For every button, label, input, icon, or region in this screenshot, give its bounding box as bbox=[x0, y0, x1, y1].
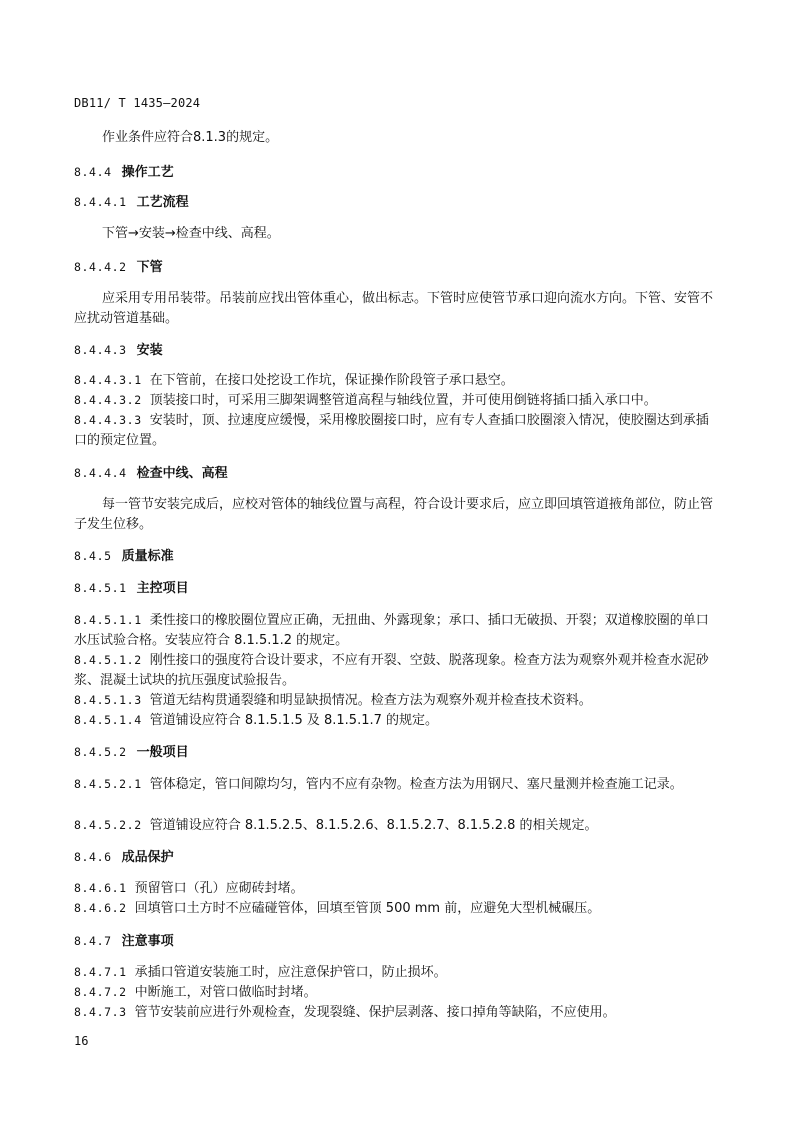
heading-8-4-5-2 bbox=[74, 742, 714, 763]
heading-8-4-4 bbox=[74, 162, 714, 183]
clause-number: 8.4.6.1 bbox=[74, 881, 127, 895]
clause-number: 8.4.6 bbox=[74, 850, 112, 864]
check-centerline-text: 每一管节安装完成后，应校对管体的轴线位置与高程，符合设计要求后，应立即回填管道掖角部位，防止管子发生位移。 bbox=[74, 497, 714, 532]
heading-8-4-7 bbox=[74, 931, 714, 952]
clause-title: 工艺流程 bbox=[136, 195, 189, 210]
clause-number: 8.4.4.3.1 bbox=[74, 373, 142, 387]
clause-number: 8.4.7 bbox=[74, 934, 112, 948]
clause-number: 8.4.5.2.1 bbox=[74, 777, 142, 791]
lowering-pipe-text: 应采用专用吊装带。吊装前应找出管体重心，做出标志。下管时应使管节承口迎向流水方向。下管、安管不应扰动管道基础。 bbox=[74, 291, 714, 326]
clause-number: 8.4.5.1 bbox=[74, 581, 127, 595]
clause-title: 操作工艺 bbox=[121, 165, 174, 180]
clause-number: 8.4.5.2.2 bbox=[74, 818, 142, 832]
clause-text: 在下管前，在接口处挖设工作坑，保证操作阶段管子承口悬空。 bbox=[149, 373, 514, 388]
clause-title: 主控项目 bbox=[136, 581, 189, 596]
clause-number: 8.4.5.1.1 bbox=[74, 613, 142, 627]
clause-text: 承插口管道安装施工时，应注意保护管口，防止损坏。 bbox=[134, 965, 447, 980]
clause-8-4-4-3-3 bbox=[74, 410, 714, 451]
clause-number: 8.4.4.3.2 bbox=[74, 393, 142, 407]
heading-8-4-4-4 bbox=[74, 463, 714, 484]
clause-8-4-5-1-4 bbox=[74, 710, 714, 731]
clause-number: 8.4.7.3 bbox=[74, 1005, 127, 1019]
clause-number: 8.4.6.2 bbox=[74, 901, 127, 915]
intro-paragraph: 作业条件应符合8.1.3的规定。 bbox=[102, 130, 279, 145]
clause-number: 8.4.4.3 bbox=[74, 343, 127, 357]
clause-8-4-6-2 bbox=[74, 898, 714, 919]
clause-text: 中断施工，对管口做临时封堵。 bbox=[134, 985, 317, 1000]
standard-code: DB11/ T 1435—2024 bbox=[74, 96, 201, 110]
clause-8-4-7-3 bbox=[74, 1002, 714, 1023]
page-number: 16 bbox=[74, 1034, 89, 1048]
clause-8-4-5-2-2 bbox=[74, 815, 714, 836]
clause-text: 刚性接口的强度符合设计要求，不应有开裂、空鼓、脱落现象。检查方法为观察外观并检查水泥砂浆、混凝土试块的抗压强度试验报告。 bbox=[74, 653, 709, 688]
heading-8-4-6 bbox=[74, 847, 714, 868]
clause-8-4-5-1-3 bbox=[74, 690, 714, 711]
clause-title: 质量标准 bbox=[121, 549, 174, 564]
clause-text: 管道无结构贯通裂缝和明显缺损情况。检查方法为观察外观并检查技术资料。 bbox=[149, 693, 592, 708]
clause-text: 回填管口土方时不应磕碰管体，回填至管顶 500 mm 前，应避免大型机械碾压。 bbox=[134, 901, 601, 916]
clause-title: 一般项目 bbox=[136, 745, 189, 760]
clause-8-4-5-1-2 bbox=[74, 650, 714, 691]
clause-title: 安装 bbox=[136, 343, 163, 358]
clause-number: 8.4.5.1.3 bbox=[74, 693, 142, 707]
clause-number: 8.4.5.2 bbox=[74, 745, 127, 759]
clause-text: 管节安装前应进行外观检查，发现裂缝、保护层剥落、接口掉角等缺陷，不应使用。 bbox=[134, 1005, 616, 1020]
clause-8-4-4-3-1 bbox=[74, 370, 714, 391]
clause-8-4-6-1 bbox=[74, 878, 714, 899]
clause-number: 8.4.4 bbox=[74, 165, 112, 179]
clause-title: 注意事项 bbox=[121, 934, 174, 949]
clause-8-4-5-1-1 bbox=[74, 610, 714, 651]
heading-8-4-4-2 bbox=[74, 257, 714, 278]
clause-number: 8.4.4.3.3 bbox=[74, 413, 142, 427]
clause-text: 顶装接口时，可采用三脚架调整管道高程与轴线位置，并可使用倒链将插口插入承口中。 bbox=[149, 393, 657, 408]
clause-number: 8.4.4.4 bbox=[74, 466, 127, 480]
heading-8-4-5 bbox=[74, 546, 714, 567]
clause-text: 管道铺设应符合 8.1.5.1.5 及 8.1.5.1.7 的规定。 bbox=[149, 713, 439, 728]
clause-number: 8.4.5 bbox=[74, 549, 112, 563]
clause-number: 8.4.4.1 bbox=[74, 195, 127, 209]
clause-8-4-4-3-2 bbox=[74, 390, 714, 411]
clause-title: 成品保护 bbox=[121, 850, 174, 865]
heading-8-4-4-1 bbox=[74, 192, 714, 213]
clause-title: 下管 bbox=[136, 260, 163, 275]
clause-8-4-7-1 bbox=[74, 962, 714, 983]
clause-number: 8.4.7.1 bbox=[74, 965, 127, 979]
clause-text: 管体稳定，管口间隙均匀，管内不应有杂物。检查方法为用钢尺、塞尺量测并检查施工记录。 bbox=[149, 777, 683, 792]
clause-title: 检查中线、高程 bbox=[136, 466, 228, 481]
clause-number: 8.4.4.2 bbox=[74, 260, 127, 274]
clause-text: 安装时，顶、拉速度应缓慢，采用橡胶圈接口时，应有专人查插口胶圈滚入情况，使胶圈达到承插口的预定位置。 bbox=[74, 413, 709, 448]
clause-number: 8.4.5.1.4 bbox=[74, 713, 142, 727]
clause-8-4-7-2 bbox=[74, 982, 714, 1003]
heading-8-4-4-3 bbox=[74, 340, 714, 361]
clause-8-4-5-2-1 bbox=[74, 774, 714, 795]
heading-8-4-5-1 bbox=[74, 578, 714, 599]
clause-text: 管道铺设应符合 8.1.5.2.5、8.1.5.2.6、8.1.5.2.7、8.1.5.2.8 的相关规定。 bbox=[149, 818, 598, 833]
clause-number: 8.4.7.2 bbox=[74, 985, 127, 999]
clause-number: 8.4.5.1.2 bbox=[74, 653, 142, 667]
clause-text: 预留管口（孔）应砌砖封堵。 bbox=[134, 881, 304, 896]
process-flow-text: 下管→安装→检查中线、高程。 bbox=[102, 226, 280, 241]
clause-text: 柔性接口的橡胶圈位置应正确，无扭曲、外露现象；承口、插口无破损、开裂；双道橡胶圈的单口水压试验合格。安装应符合 8.1.5.1.2 的规定。 bbox=[74, 613, 709, 648]
